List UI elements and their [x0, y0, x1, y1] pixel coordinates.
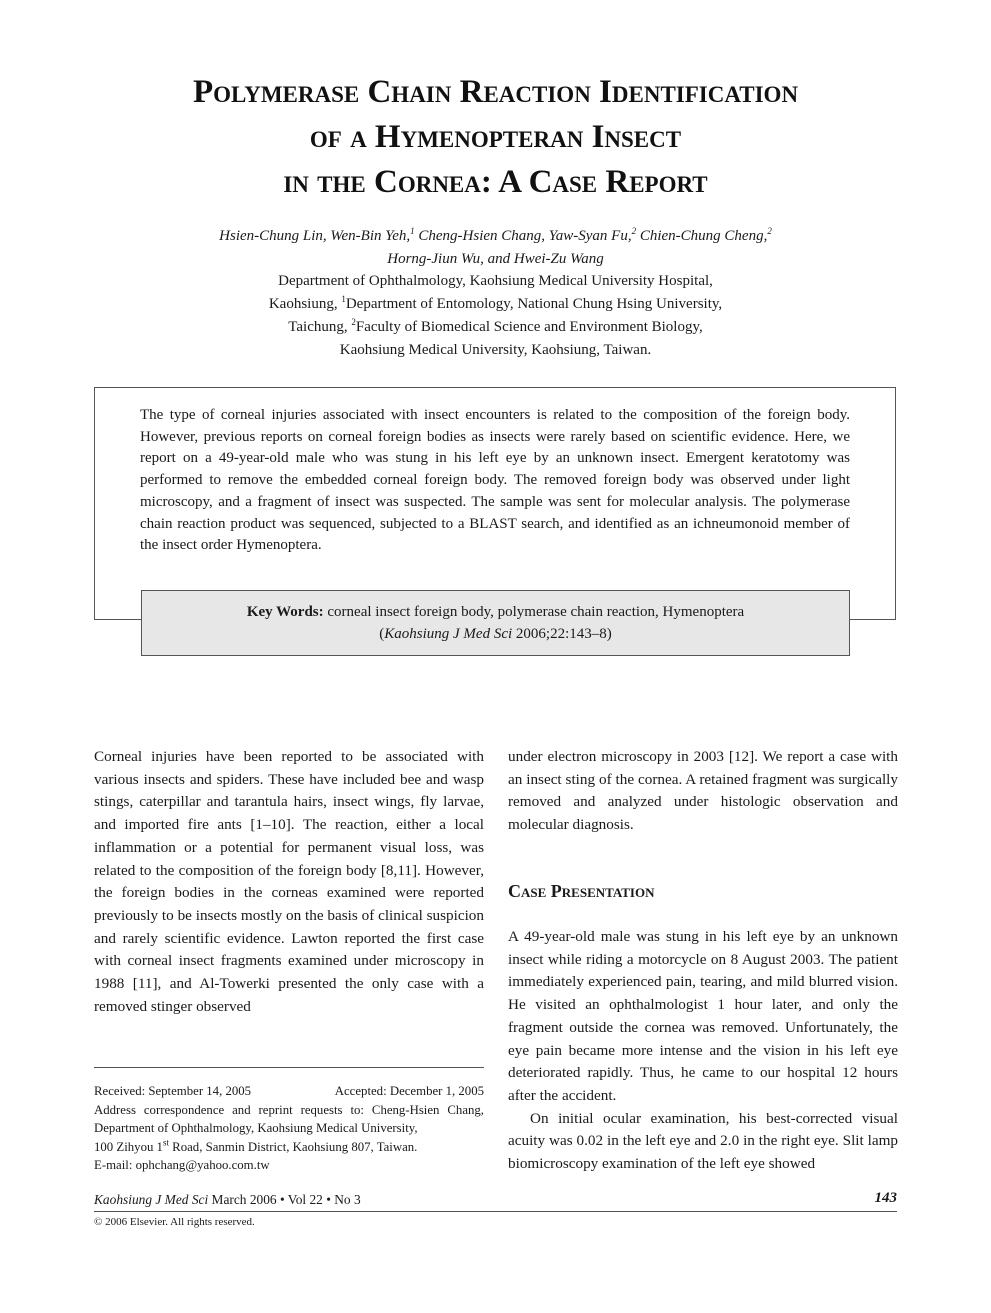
- affiliation-line-4: Kaohsiung Medical University, Kaohsiung, Taiwan.: [339, 342, 652, 358]
- keywords-box: [141, 590, 850, 656]
- case-paragraph-2: On initial ocular examination, his best-corrected visual acuity was 0.02 in the left eye and 2.0 in the right eye. Slit lamp biomicroscopy examination of the left eye showed: [508, 1109, 898, 1173]
- keywords-line: [142, 601, 849, 623]
- affil-2a: Kaohsiung,: [268, 296, 342, 312]
- affiliation-line-1: Department of Ophthalmology, Kaohsiung Medical University Hospital,: [278, 273, 713, 289]
- email: E-mail: ophchang@yahoo.com.tw: [94, 1158, 270, 1172]
- citation-journal: Kaohsiung J Med Sci: [384, 626, 513, 642]
- road-b: Road, Sanmin District, Kaohsiung 807, Taiwan.: [168, 1139, 418, 1154]
- intro-continuation: under electron microscopy in 2003 [12]. We report a case with an insect sting of the cornea. A retained fragment was surgically removed and analyzed under histologic observation and molecular diagnosis.: [508, 748, 898, 834]
- author-sup-2: 2: [631, 226, 637, 236]
- road-sup: st: [162, 1137, 169, 1148]
- affil-3b: Faculty of Biomedical Science and Environment Biology,: [355, 319, 703, 335]
- affil-3a: Taichung,: [288, 319, 352, 335]
- footer-rule: [94, 1211, 897, 1212]
- received-date: Received: September 14, 2005: [94, 1084, 252, 1098]
- section-heading-case-presentation: Case Presentation: [508, 881, 655, 901]
- affiliation-line-2: [60, 293, 931, 316]
- title-line-2: of a Hymenopteran Insect: [309, 119, 682, 155]
- title-line-3: in the Cornea: A Case Report: [283, 164, 708, 200]
- affiliation-line-3: [60, 316, 931, 339]
- footnotes: [94, 1082, 484, 1175]
- author-line-2: Horng-Jiun Wu, and Hwei-Zu Wang: [387, 251, 604, 267]
- authors-part-a: Hsien-Chung Lin, Wen-Bin Yeh,: [219, 228, 411, 244]
- copyright: © 2006 Elsevier. All rights reserved.: [94, 1216, 255, 1228]
- paper-title: [60, 70, 931, 205]
- footnote-rule: [94, 1067, 484, 1068]
- footer-journal: Kaohsiung J Med Sci: [94, 1192, 209, 1207]
- dates-row: [94, 1082, 484, 1101]
- accepted-date: Accepted: December 1, 2005: [334, 1084, 484, 1098]
- keywords-label: Key Words:: [246, 604, 324, 620]
- authors-part-b: Cheng-Hsien Chang, Yaw-Syan Fu,: [414, 228, 632, 244]
- citation-line: [142, 623, 849, 645]
- case-paragraph-1: A 49-year-old male was stung in his left eye by an unknown insect while riding a motorcycle on 8 August 2003. The patient immediately experienced pain, tearing, and mild blurred vision. He visited an ophthalmologist 1 hour later, and only the fragment outside the cornea was removed. Unfortunately, the eye pain became more intense and the vision in his left eye deteriorated rapidly. Thus, he came to our hospital 12 hours after the accident.: [508, 928, 898, 1104]
- author-sup-3: 2: [767, 226, 772, 236]
- case-presentation-text: [508, 926, 898, 1176]
- citation-rest: 2006;22:143–8): [512, 626, 612, 642]
- affil-2-sup: 1: [341, 294, 346, 304]
- affil-3-sup: 2: [351, 317, 356, 327]
- road-a: 100 Zihyou 1: [94, 1139, 163, 1154]
- journal-footer: [94, 1192, 361, 1208]
- keywords-text: corneal insect foreign body, polymerase chain reaction, Hymenoptera: [323, 604, 745, 620]
- correspondence-address: Address correspondence and reprint requests to: Cheng-Hsien Chang, Department of Ophthalmology, Kaohsiung Medical University,: [94, 1102, 484, 1135]
- author-line-1: [60, 225, 931, 248]
- author-sup-1: 1: [410, 226, 415, 236]
- affiliations: [60, 270, 931, 362]
- abstract-text: The type of corneal injuries associated with insect encounters is related to the composition of the foreign body. However, previous reports on corneal foreign bodies as insects were rarely based on scientific evidence. Here, we report on a 49-year-old male who was stung in his left eye by an unknown insect. Emergent keratotomy was performed to remove the embedded corneal foreign body. The removed foreign body was observed under light microscopy, and a fragment of insect was suspected. The sample was sent for molecular analysis. The polymerase chain reaction product was sequenced, subjected to a BLAST search, and identified as an ichneumonoid member of the insect order Hymenoptera.: [140, 407, 850, 554]
- authors-part-c: Chien-Chung Cheng,: [636, 228, 768, 244]
- affil-2b: Department of Entomology, National Chung Hsing University,: [345, 296, 723, 312]
- footer-issue: March 2006 • Vol 22 • No 3: [208, 1192, 361, 1207]
- author-list: [60, 225, 931, 271]
- citation-open: (: [379, 626, 385, 642]
- street-address: [94, 1138, 484, 1157]
- intro-paragraph: Corneal injuries have been reported to be associated with various insects and spiders. These have included bee and wasp stings, caterpillar and tarantula hairs, insect wings, fly larvae, and imported fire ants [1–10]. The reaction, either a local inflammation or a potential for permanent visual loss, was related to the composition of the foreign body [8,11]. However, the foreign bodies in the corneas examined were reported previously to be insects mostly on the basis of clinical suspicion and rarely scientific evidence. Lawton reported the first case with corneal insect fragments examined under microscopy in 1988 [11], and Al-Towerki presented the only case with a removed stinger observed: [94, 748, 484, 1015]
- title-line-1: Polymerase Chain Reaction Identification: [192, 74, 799, 110]
- page-number: 143: [874, 1190, 897, 1206]
